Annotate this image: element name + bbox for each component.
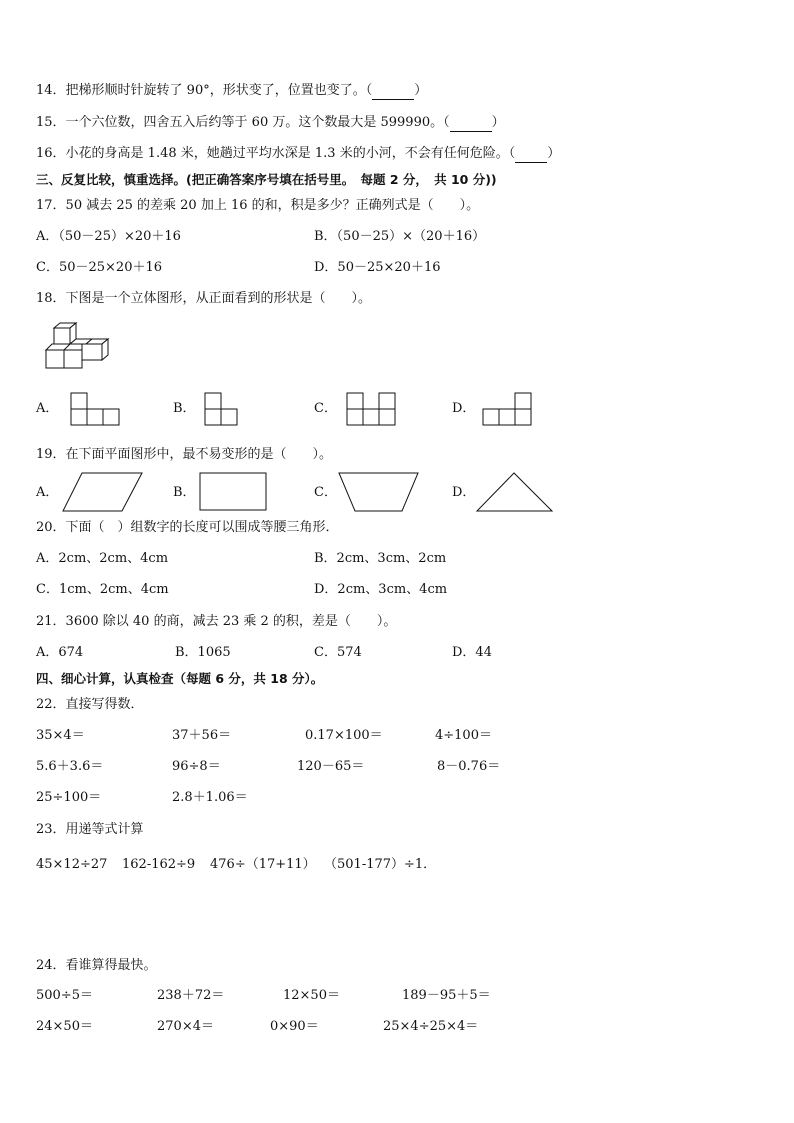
parallelogram-shape[interactable] — [62, 472, 144, 512]
calc-item: 238＋72＝ — [157, 988, 225, 1003]
stepwise-item: 45×12÷27 — [36, 857, 108, 872]
q18-option-b-label[interactable]: B． — [173, 401, 196, 416]
question-21-stem: 21．3600 除以 40 的商，减去 23 乘 2 的积，差是（ ）。 — [36, 614, 397, 629]
question-19-stem: 19．在下面平面图形中，最不易变形的是（ ）。 — [36, 447, 333, 462]
calc-item: 0.17×100＝ — [305, 728, 383, 743]
question-16: 16．小花的身高是 1.48 米，她趟过平均水深是 1.3 米的小河，不会有任何危险。（ ） — [36, 146, 561, 161]
calc-item: 189－95＋5＝ — [402, 988, 491, 1003]
cube-stack-figure — [44, 322, 110, 372]
calc-item: 37＋56＝ — [172, 728, 232, 743]
calc-item: 12×50＝ — [283, 988, 340, 1003]
q20-option-c[interactable]: C．1cm、2cm、4cm — [36, 582, 169, 597]
question-15: 15．一个六位数，四舍五入后约等于 60 万。这个数最大是 599990。（ ） — [36, 115, 505, 130]
answer-blank-15[interactable] — [450, 115, 492, 132]
stepwise-item: （501-177）÷1． — [324, 857, 437, 872]
answer-blank-14[interactable] — [372, 83, 414, 100]
calc-item: 8－0.76＝ — [437, 759, 501, 774]
q18-option-d-shape[interactable] — [482, 391, 534, 427]
q17-option-b[interactable]: B．（50－25）×（20＋16） — [314, 229, 486, 244]
q19-option-b-label[interactable]: B． — [173, 485, 196, 500]
q19-option-d-label[interactable]: D． — [452, 485, 476, 500]
calc-item: 24×50＝ — [36, 1019, 93, 1034]
q18-option-c-label[interactable]: C． — [314, 401, 337, 416]
stepwise-item: 476÷（17+11） — [210, 857, 316, 872]
calc-item: 270×4＝ — [157, 1019, 214, 1034]
q21-option-b[interactable]: B．1065 — [175, 645, 231, 660]
question-24-stem: 24．看谁算得最快。 — [36, 958, 157, 973]
q19-option-a-label[interactable]: A． — [36, 485, 59, 500]
rectangle-shape[interactable] — [199, 472, 269, 512]
calc-item: 25×4÷25×4＝ — [383, 1019, 479, 1034]
section-4-heading: 四、细心计算，认真检查（每题 6 分，共 18 分）。 — [36, 671, 324, 686]
answer-blank-16[interactable] — [515, 146, 547, 163]
calc-item: 120－65＝ — [297, 759, 365, 774]
q21-option-c[interactable]: C．574 — [314, 645, 362, 660]
calc-item: 4÷100＝ — [435, 728, 492, 743]
q17-option-a[interactable]: A．（50－25）×20＋16 — [36, 229, 181, 244]
q18-option-b-shape[interactable] — [204, 391, 240, 427]
calc-item: 96÷8＝ — [172, 759, 221, 774]
q20-option-b[interactable]: B．2cm、3cm、2cm — [314, 551, 447, 566]
question-22-stem: 22．直接写得数． — [36, 697, 144, 712]
calc-item: 35×4＝ — [36, 728, 85, 743]
calc-item: 0×90＝ — [270, 1019, 319, 1034]
q17-option-d[interactable]: D．50－25×20＋16 — [314, 260, 441, 275]
calc-item: 2.8＋1.06＝ — [172, 790, 248, 805]
calc-item: 500÷5＝ — [36, 988, 93, 1003]
q18-option-d-label[interactable]: D． — [452, 401, 476, 416]
q18-option-a-label[interactable]: A． — [36, 401, 59, 416]
question-18-stem: 18．下图是一个立体图形，从正面看到的形状是（ ）。 — [36, 291, 372, 306]
calc-item: 5.6＋3.6＝ — [36, 759, 104, 774]
q19-option-c-label[interactable]: C． — [314, 485, 337, 500]
q20-option-d[interactable]: D．2cm、3cm、4cm — [314, 582, 448, 597]
q18-option-a-shape[interactable] — [70, 391, 122, 427]
stepwise-item: 162-162÷9 — [122, 857, 196, 872]
q17-option-c[interactable]: C．50－25×20＋16 — [36, 260, 163, 275]
q21-option-d[interactable]: D．44 — [452, 645, 492, 660]
q18-option-c-shape[interactable] — [346, 391, 398, 427]
question-17-stem: 17．50 减去 25 的差乘 20 加上 16 的和，积是多少？正确列式是（ ）。 — [36, 198, 480, 213]
q21-option-a[interactable]: A．674 — [36, 645, 84, 660]
trapezoid-shape[interactable] — [338, 472, 420, 512]
q20-option-a[interactable]: A．2cm、2cm、4cm — [36, 551, 169, 566]
triangle-shape[interactable] — [476, 472, 554, 514]
calc-item: 25÷100＝ — [36, 790, 102, 805]
question-14: 14．把梯形顺时针旋转了 90°，形状变了，位置也变了。（ ） — [36, 83, 428, 98]
question-23-stem: 23．用递等式计算 — [36, 822, 144, 837]
section-3-heading: 三、反复比较，慎重选择。(把正确答案序号填在括号里。 每题 2 分， 共 10 分)) — [36, 172, 497, 187]
question-20-stem: 20．下面（ ）组数字的长度可以围成等腰三角形． — [36, 520, 339, 535]
